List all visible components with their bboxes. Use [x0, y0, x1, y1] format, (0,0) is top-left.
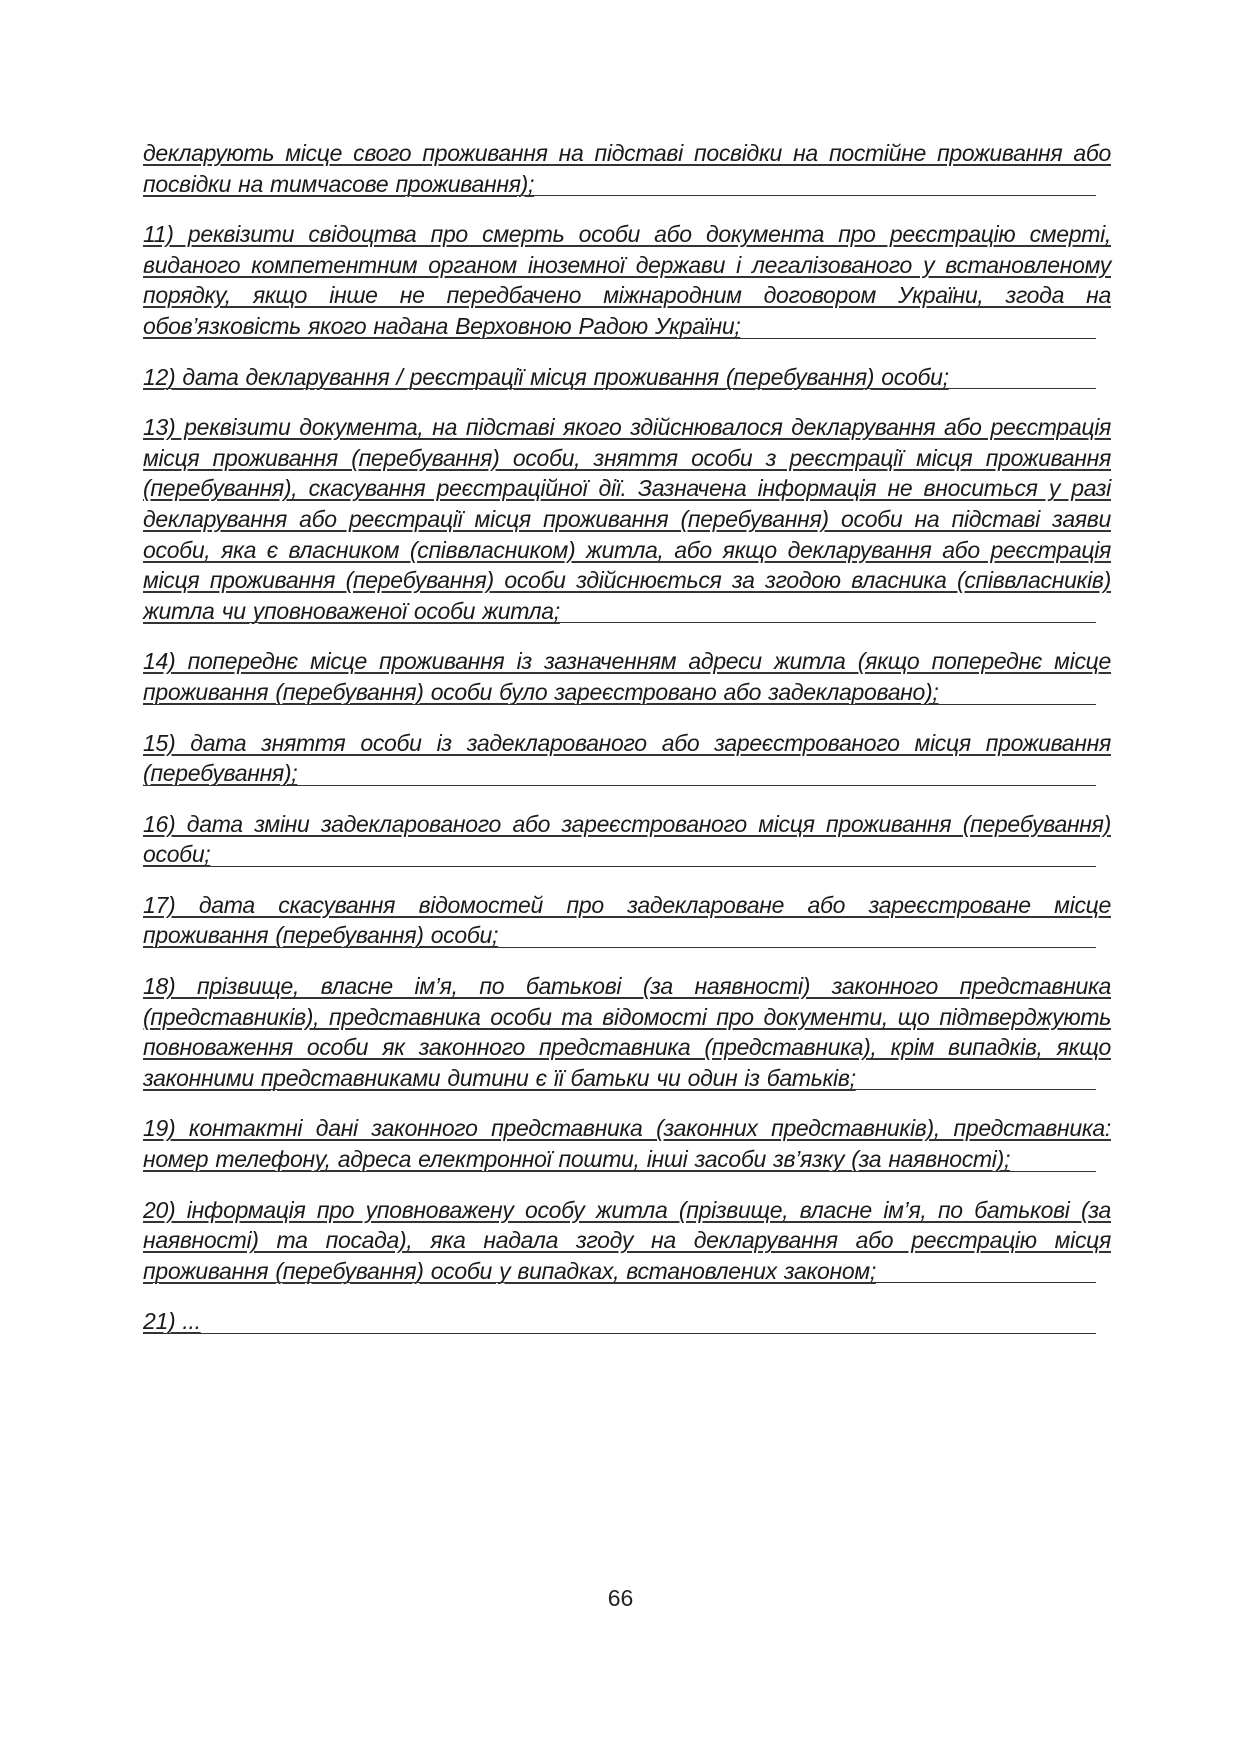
paragraph-text: 18) прізвище, власне ім’я, по батькові (за наявності) законного представника (представників), представника особи та відомості про документи, що підтверджують повноваження особи як законного представника (представника), крім випадків, якщо законними представниками дитини є її батьки чи один із батьків; [143, 973, 1111, 1091]
paragraph-item-19 [143, 1113, 1111, 1174]
paragraph-text: 16) дата зміни задекларованого або зареєстрованого місця проживання (перебування) особи; [143, 810, 1111, 868]
paragraph-item-15 [143, 728, 1111, 789]
paragraph-text: 12) дата декларування / реєстрації місця проживання (перебування) особи; [143, 363, 949, 390]
paragraph-text: 15) дата зняття особи із задекларованого або зареєстрованого місця проживання (перебування); [143, 729, 1111, 787]
paragraph-text: 19) контактні дані законного представника (законних представників), представника: номер телефону, адреса електронної пошти, інші засоби зв’язку (за наявності); [143, 1115, 1111, 1173]
paragraph-text: декларують місце свого проживання на підставі посвідки на постійне проживання або посвідки на тимчасове проживання); [143, 140, 1111, 197]
paragraph-item-11 [143, 219, 1111, 341]
page-number: 66 [607, 1585, 634, 1611]
paragraph-text: 21) ... [143, 1308, 201, 1335]
paragraph-text: 11) реквізити свідоцтва про смерть особи або документа про реєстрацію смерті, виданого компетентним органом іноземної держави і легалізованого у встановленому порядку, якщо інше не передбачено міжнародним договором України, згода на обов’язковість якого надана Верховною Радою України; [143, 221, 1111, 339]
paragraph-item-17 [143, 890, 1111, 951]
paragraph-item-21 [143, 1306, 1111, 1337]
paragraph-item-20 [143, 1195, 1111, 1287]
paragraph-continuation [143, 138, 1111, 199]
paragraph-item-14 [143, 646, 1111, 707]
document-page [143, 138, 1111, 1357]
paragraph-text: 14) попереднє місце проживання із зазначенням адреси житла (якщо попереднє місце проживання (перебування) особи було зареєстровано або задекларовано); [143, 648, 1111, 705]
paragraph-text: 17) дата скасування відомостей про задеклароване або зареєстроване місце проживання (перебування) особи; [143, 891, 1111, 949]
paragraph-text: 13) реквізити документа, на підставі якого здійснювалося декларування або реєстрація місця проживання (перебування) особи, зняття особи з реєстрації місця проживання (перебування), скасування реєстраційної дії. Зазначена інформація не вноситься у разі декларування або реєстрації місця проживання (перебування) особи на підставі заяви особи, яка є власником (співвласником) житла, або якщо декларування або реєстрація місця проживання (перебування) особи здійснюється за згодою власника (співвласників) житла чи уповноваженої особи житла; [143, 414, 1111, 624]
paragraph-item-18 [143, 971, 1111, 1093]
paragraph-item-13 [143, 412, 1111, 626]
paragraph-item-12 [143, 362, 1111, 393]
paragraph-item-16 [143, 809, 1111, 870]
paragraph-text: 20) інформація про уповноважену особу житла (прізвище, власне ім’я, по батькові (за наявності) та посада), яка надала згоду на декларування або реєстрацію місця проживання (перебування) особи у випадках, встановлених законом; [143, 1196, 1111, 1284]
